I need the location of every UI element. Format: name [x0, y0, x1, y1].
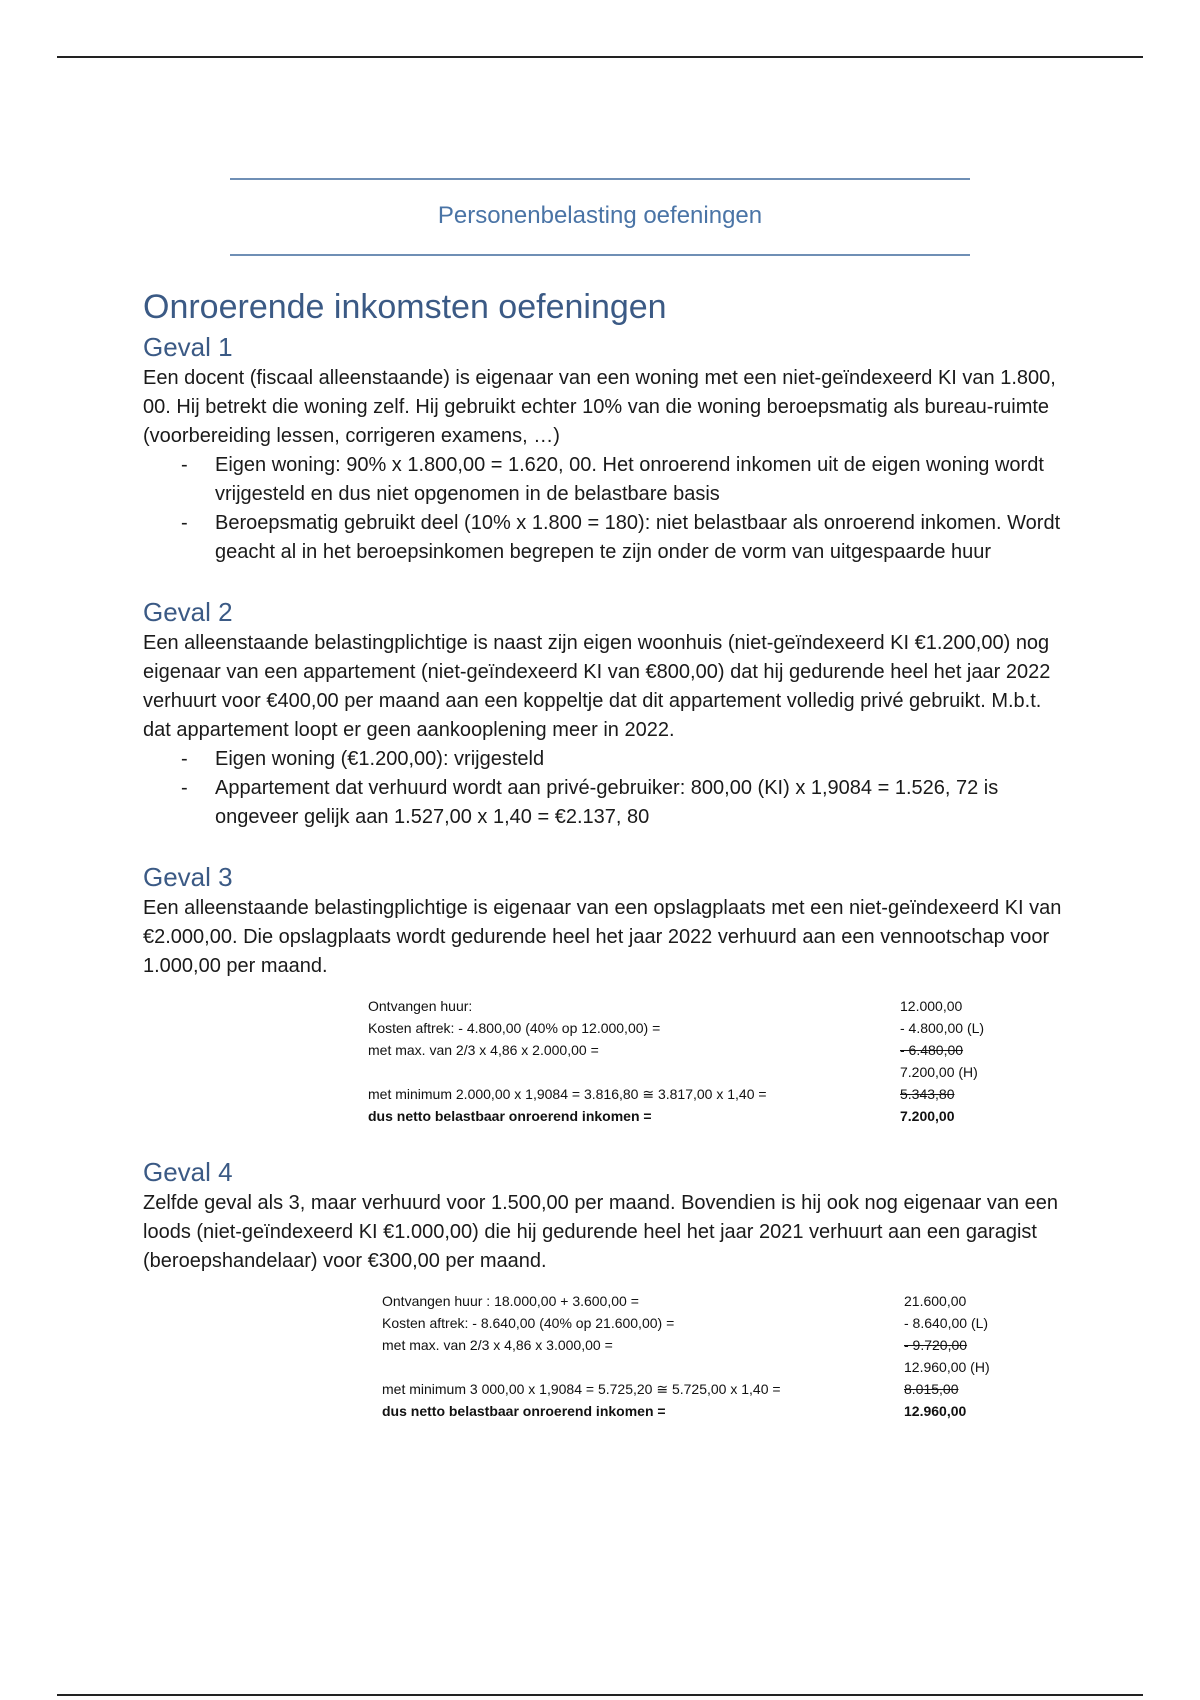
calc-row [368, 1017, 998, 1039]
case-3 [143, 860, 1063, 1127]
calc-value-struck: - 6.480,00 [900, 1042, 964, 1058]
case-1 [143, 330, 1063, 567]
bullet-dash: - [181, 454, 188, 476]
calc-label: met max. van 2/3 x 4,86 x 2.000,00 = [368, 1042, 599, 1058]
main-heading: Onroerende inkomsten oefeningen [143, 288, 667, 326]
case-heading: Geval 3 [143, 862, 233, 892]
calculation-block [368, 995, 998, 1127]
case-4 [143, 1155, 1063, 1422]
calc-row [368, 1083, 998, 1105]
document-header [230, 178, 970, 256]
calc-row [382, 1378, 1002, 1400]
bullet-item [181, 774, 1063, 832]
calc-value: - 4.800,00 (L) [900, 1020, 985, 1036]
bullet-text: Eigen woning (€1.200,00): vrijgesteld [215, 748, 545, 770]
calc-label: Kosten aftrek: - 8.640,00 (40% op 21.600,00) = [382, 1315, 675, 1331]
calc-row [382, 1290, 1002, 1312]
calc-value-struck: 5.343,80 [900, 1086, 955, 1102]
bullet-dash: - [181, 777, 188, 799]
calc-value: 21.600,00 [904, 1293, 967, 1309]
case-heading: Geval 4 [143, 1157, 233, 1187]
bullet-item [181, 509, 1063, 567]
calc-total-row [382, 1400, 1002, 1422]
case-text: Een docent (fiscaal alleenstaande) is eigenaar van een woning met een niet-geïndexeerd KI van 1.800, 00. Hij betrekt die woning zelf. Hij gebruikt echter 10% van die woning beroepsmatig als bureau-ruimte (voorbereiding lessen, corrigeren examens, …) [143, 367, 1056, 447]
case-heading: Geval 1 [143, 332, 233, 362]
calc-label: Kosten aftrek: - 4.800,00 (40% op 12.000,00) = [368, 1020, 661, 1036]
calc-label: Ontvangen huur: [368, 998, 473, 1014]
calc-value: - 8.640,00 (L) [904, 1315, 989, 1331]
bullet-dash: - [181, 748, 188, 770]
document-title: Personenbelasting oefeningen [437, 202, 763, 229]
calc-row [382, 1334, 1002, 1356]
document-body [143, 286, 1063, 1422]
bullet-item [181, 451, 1063, 509]
calc-label: met minimum 3 000,00 x 1,9084 = 5.725,20 ≅ 5.725,00 x 1,40 = [382, 1381, 781, 1397]
bullet-item [181, 745, 1063, 774]
case-text: Een alleenstaande belastingplichtige is eigenaar van een opslagplaats met een niet-geïndexeerd KI van €2.000,00. Die opslagplaats wordt gedurende heel het jaar 2022 verhuurd aan een vennootschap voor 1.000,00 per maand. [143, 897, 1062, 977]
case-heading: Geval 2 [143, 597, 233, 627]
calc-value-struck: - 9.720,00 [904, 1337, 968, 1353]
bullet-text: Eigen woning: 90% x 1.800,00 = 1.620, 00. Het onroerend inkomen uit de eigen woning wordt vrijgesteld en dus niet opgenomen in de belastbare basis [215, 454, 1044, 505]
calc-value: 12.000,00 [900, 998, 963, 1014]
calculation-block [382, 1290, 1002, 1422]
page-bottom-rule [57, 1694, 1143, 1696]
calc-label: met minimum 2.000,00 x 1,9084 = 3.816,80 ≅ 3.817,00 x 1,40 = [368, 1086, 767, 1102]
calc-label: dus netto belastbaar onroerend inkomen = [382, 1403, 666, 1419]
calc-row [368, 995, 998, 1017]
bullet-text: Beroepsmatig gebruikt deel (10% x 1.800 = 180): niet belastbaar als onroerend inkomen. Wordt geacht al in het beroepsinkomen begrepen te zijn onder de vorm van uitgespaarde huur [215, 512, 1061, 563]
case-2 [143, 595, 1063, 832]
bullet-text: Appartement dat verhuurd wordt aan privé-gebruiker: 800,00 (KI) x 1,9084 = 1.526, 72 is ongeveer gelijk aan 1.527,00 x 1,40 = €2.137, 80 [215, 777, 999, 828]
calc-total-value: 7.200,00 [900, 1108, 955, 1124]
bullet-dash: - [181, 512, 188, 534]
calc-value: 7.200,00 (H) [900, 1064, 978, 1080]
page-top-rule [57, 56, 1143, 58]
case-text: Een alleenstaande belastingplichtige is naast zijn eigen woonhuis (niet-geïndexeerd KI €1.200,00) nog eigenaar van een appartement (niet-geïndexeerd KI van €800,00) dat hij gedurende heel het jaar 2022 verhuurt voor €400,00 per maand aan een koppeltje dat dit appartement volledig privé gebruikt. M.b.t. dat appartement loopt er geen aankooplening meer in 2022. [143, 632, 1051, 741]
calc-total-row [368, 1105, 998, 1127]
calc-label: dus netto belastbaar onroerend inkomen = [368, 1108, 652, 1124]
calc-row [368, 1039, 998, 1061]
calc-label: met max. van 2/3 x 4,86 x 3.000,00 = [382, 1337, 613, 1353]
case-text: Zelfde geval als 3, maar verhuurd voor 1.500,00 per maand. Bovendien is hij ook nog eigenaar van een loods (niet-geïndexeerd KI €1.000,00) die hij gedurende heel het jaar 2021 verhuurt aan een garagist (beroepshandelaar) voor €300,00 per maand. [143, 1192, 1059, 1272]
calc-row [382, 1312, 1002, 1334]
calc-value: 12.960,00 (H) [904, 1359, 990, 1375]
case-bullets [143, 451, 1063, 567]
header-rule-bottom [230, 254, 970, 256]
calc-row [382, 1356, 1002, 1378]
calc-value-struck: 8.015,00 [904, 1381, 959, 1397]
header-rule-top [230, 178, 970, 180]
case-bullets [143, 745, 1063, 832]
calc-label: Ontvangen huur : 18.000,00 + 3.600,00 = [382, 1293, 639, 1309]
calc-total-value: 12.960,00 [904, 1403, 967, 1419]
calc-row [368, 1061, 998, 1083]
